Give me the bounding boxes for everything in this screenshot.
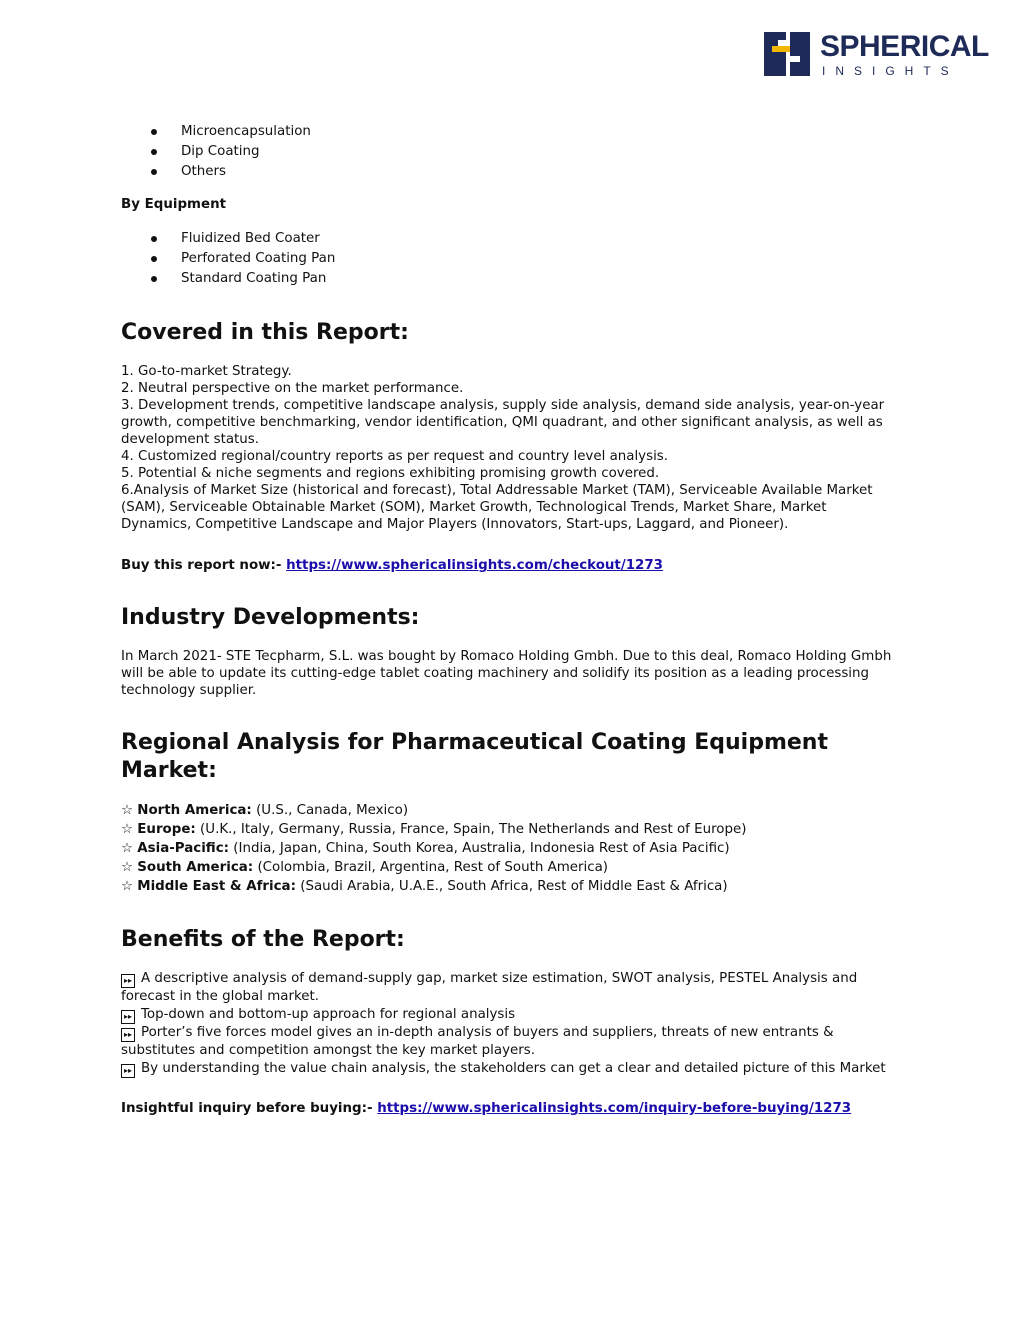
buy-label: Buy this report now:-	[121, 558, 282, 573]
list-item: Fluidized Bed Coater	[121, 229, 901, 249]
list-item: 4. Customized regional/country reports as per request and country level analysis.	[121, 449, 669, 464]
buy-report-link[interactable]: https://www.sphericalinsights.com/checkout/1273	[286, 558, 663, 573]
list-item: Perforated Coating Pan	[121, 249, 901, 269]
region-detail: (U.S., Canada, Mexico)	[256, 803, 409, 818]
spherical-insights-logo	[764, 30, 989, 78]
fast-forward-icon: ▸▸	[121, 1064, 135, 1078]
benefit-text: Porter’s five forces model gives an in-depth analysis of buyers and suppliers, threats of new entrants & substitutes and competition amongst the key market players.	[121, 1025, 834, 1058]
by-equipment-heading: By Equipment	[121, 197, 227, 212]
benefits-heading: Benefits of the Report:	[121, 927, 405, 952]
list-item	[121, 839, 901, 858]
list-item: 6.Analysis of Market Size (historical and forecast), Total Addressable Market (TAM), Serviceable Available Market (SAM), Serviceable Obtainable Market (SOM), Market Growth, Technological Trends, Market Share, Market Dynamics, Competitive Landscape and Major Players (Innovators, Start-ups, Laggard, and Pioneer).	[121, 483, 873, 532]
star-icon: ☆	[121, 803, 138, 818]
top-bullet-list	[121, 122, 901, 182]
benefit-text: By understanding the value chain analysis, the stakeholders can get a clear and detailed picture of this Market	[141, 1061, 886, 1076]
region-detail: (India, Japan, China, South Korea, Australia, Indonesia Rest of Asia Pacific)	[233, 841, 730, 856]
star-icon: ☆	[121, 822, 138, 837]
region-detail: (Colombia, Brazil, Argentina, Rest of South America)	[257, 860, 609, 875]
logo-word-spherical: SPHERICAL	[820, 30, 989, 63]
list-item: Microencapsulation	[121, 122, 901, 142]
list-item	[121, 970, 901, 1006]
document-body	[121, 122, 901, 1117]
fast-forward-icon: ▸▸	[121, 1010, 135, 1024]
buy-report-line	[121, 557, 901, 574]
region-name: Europe:	[137, 822, 196, 837]
list-item	[121, 801, 901, 820]
region-list	[121, 801, 901, 896]
region-name: South America:	[137, 860, 254, 875]
regional-heading: Regional Analysis for Pharmaceutical Coating Equipment Market:	[121, 730, 828, 783]
region-detail: (U.K., Italy, Germany, Russia, France, Spain, The Netherlands and Rest of Europe)	[200, 822, 747, 837]
covered-heading: Covered in this Report:	[121, 320, 409, 345]
inquiry-line	[121, 1100, 901, 1117]
benefit-text: Top-down and bottom-up approach for regional analysis	[141, 1007, 516, 1022]
covered-list	[121, 363, 901, 533]
inquiry-link[interactable]: https://www.sphericalinsights.com/inquiry-before-buying/1273	[377, 1101, 852, 1116]
list-item	[121, 1024, 901, 1060]
list-item: 5. Potential & niche segments and regions exhibiting promising growth covered.	[121, 466, 660, 481]
star-icon: ☆	[121, 841, 138, 856]
industry-heading: Industry Developments:	[121, 605, 420, 630]
list-item: 3. Development trends, competitive landscape analysis, supply side analysis, demand side analysis, year-on-year growth, competitive benchmarking, vendor identification, QMI quadrant, and other significant analysis, as well as development status.	[121, 398, 885, 447]
list-item	[121, 820, 901, 839]
industry-text: In March 2021- STE Tecpharm, S.L. was bought by Romaco Holding Gmbh. Due to this deal, Romaco Holding Gmbh will be able to update its cutting-edge tablet coating machinery and solidify its position as a leading processing technology supplier.	[121, 649, 892, 698]
region-detail: (Saudi Arabia, U.A.E., South Africa, Rest of Middle East & Africa)	[300, 879, 728, 894]
list-item	[121, 1060, 901, 1078]
list-item: Standard Coating Pan	[121, 269, 901, 289]
list-item: 1. Go-to-market Strategy.	[121, 364, 292, 379]
region-name: Middle East & Africa:	[137, 879, 296, 894]
fast-forward-icon: ▸▸	[121, 1028, 135, 1042]
fast-forward-icon: ▸▸	[121, 974, 135, 988]
inquiry-label: Insightful inquiry before buying:-	[121, 1101, 373, 1116]
list-item	[121, 877, 901, 896]
logo-mark-icon	[764, 32, 810, 76]
list-item: 2. Neutral perspective on the market performance.	[121, 381, 464, 396]
star-icon: ☆	[121, 860, 138, 875]
benefits-list	[121, 970, 901, 1078]
star-icon: ☆	[121, 879, 138, 894]
region-name: Asia-Pacific:	[137, 841, 230, 856]
list-item: Others	[121, 162, 901, 182]
equipment-bullet-list	[121, 229, 901, 289]
logo-word-insights: INSIGHTS	[822, 64, 959, 78]
list-item: Dip Coating	[121, 142, 901, 162]
benefit-text: A descriptive analysis of demand-supply gap, market size estimation, SWOT analysis, PESTEL Analysis and forecast in the global market.	[121, 971, 858, 1004]
list-item	[121, 858, 901, 877]
region-name: North America:	[137, 803, 252, 818]
list-item	[121, 1006, 901, 1024]
